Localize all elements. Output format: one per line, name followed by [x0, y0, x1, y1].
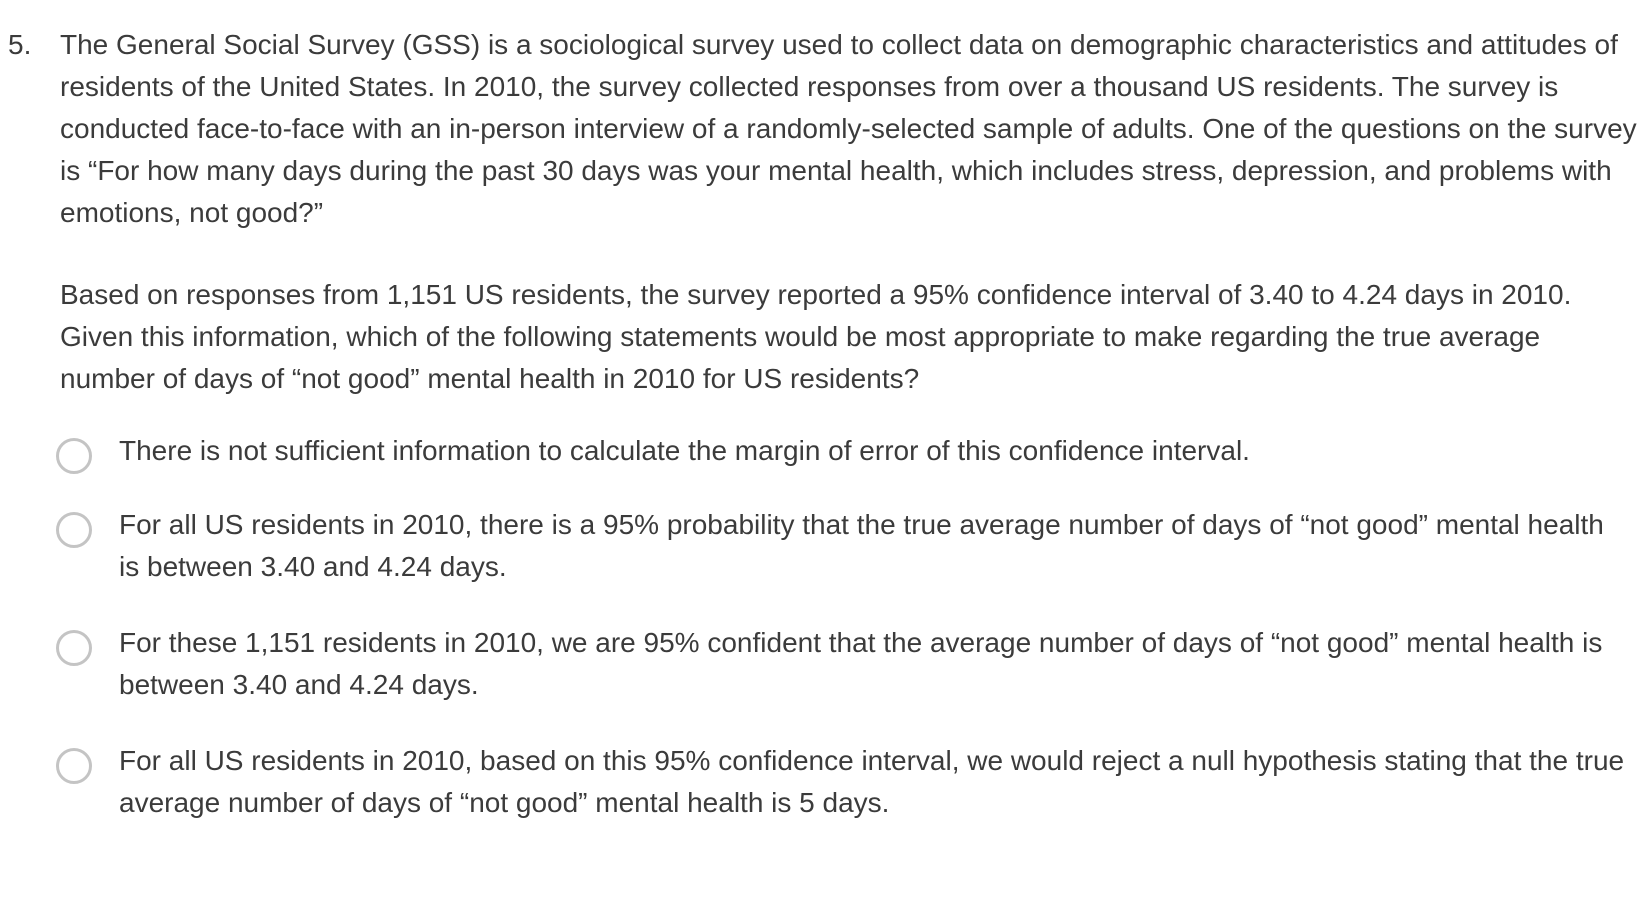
question-paragraph-1: The General Social Survey (GSS) is a sociological survey used to collect data on demographic characteristics and attitudes of residents of the United States. In 2010, the survey collected responses from over a thousand US residents. The survey is conducted face-to-face with an in-person interview of a randomly-selected sample of adults. One of the questions on the survey is “For how many days during the past 30 days was your mental health, which includes stress, depression, and problems with emotions, not good?”: [60, 29, 1637, 228]
answer-option-2-label[interactable]: For all US residents in 2010, there is a 95% probability that the true average number of days of “not good” mental health is between 3.40 and 4.24 days.: [119, 509, 1604, 582]
question-number: 5.: [8, 29, 32, 60]
answer-option-1-label[interactable]: There is not sufficient information to calculate the margin of error of this confidence interval.: [119, 435, 1250, 466]
answer-option-4-label[interactable]: For all US residents in 2010, based on this 95% confidence interval, we would reject a null hypothesis stating that the true average number of days of “not good” mental health is 5 days.: [119, 745, 1625, 818]
radio-button-3[interactable]: [56, 630, 92, 666]
question-paragraph-2: Based on responses from 1,151 US residents, the survey reported a 95% confidence interval of 3.40 to 4.24 days in 2010. Given this information, which of the following statements would be most appropriate to make regarding the true average number of days of “not good” mental health in 2010 for US residents?: [60, 279, 1572, 394]
answer-option-3-label[interactable]: For these 1,151 residents in 2010, we are 95% confident that the average number of days of “not good” mental health is between 3.40 and 4.24 days.: [119, 627, 1603, 700]
radio-button-2[interactable]: [56, 512, 92, 548]
radio-button-1[interactable]: [56, 438, 92, 474]
question-text: [60, 24, 1638, 400]
radio-button-4[interactable]: [56, 748, 92, 784]
